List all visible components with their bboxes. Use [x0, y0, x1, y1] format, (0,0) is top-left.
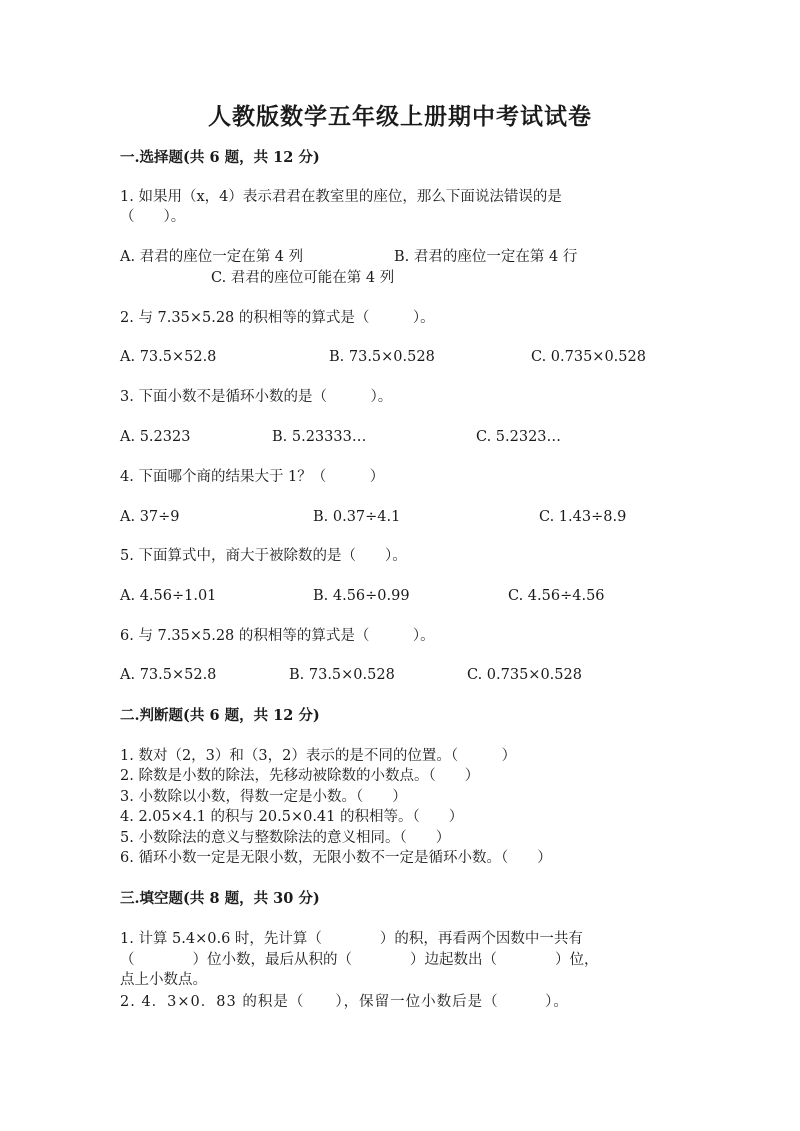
- choice-q1-stem-line1: 1. 如果用（x，4）表示君君在教室里的座位，那么下面说法错误的是: [120, 189, 562, 205]
- choice-q1-option-a: A. 君君的座位一定在第 4 列: [120, 249, 304, 265]
- choice-q5-stem: 5. 下面算式中，商大于被除数的是（ ）。: [120, 548, 407, 564]
- choice-q1-option-b: B. 君君的座位一定在第 4 行: [394, 249, 578, 265]
- fill-q1-line3: 点上小数点。: [120, 972, 207, 988]
- choice-q2-option-b: B. 73.5×0.528: [329, 349, 435, 365]
- choice-q6-option-a: A. 73.5×52.8: [120, 667, 217, 683]
- judgment-item-5: 5. 小数除法的意义与整数除法的意义相同。（ ）: [120, 830, 451, 846]
- choice-q2-stem: 2. 与 7.35×5.28 的积相等的算式是（ ）。: [120, 310, 435, 326]
- judgment-item-1: 1. 数对（2，3）和（3，2）表示的是不同的位置。（ ）: [120, 748, 517, 764]
- choice-q4-option-c: C. 1.43÷8.9: [539, 509, 627, 525]
- choice-q4-option-a: A. 37÷9: [120, 509, 180, 525]
- choice-q3-stem: 3. 下面小数不是循环小数的是（ ）。: [120, 389, 393, 405]
- judgment-item-2: 2. 除数是小数的除法，先移动被除数的小数点。（ ）: [120, 768, 480, 784]
- choice-q6-option-c: C. 0.735×0.528: [467, 667, 582, 683]
- choice-q1-option-c: C. 君君的座位可能在第 4 列: [211, 270, 395, 286]
- section-heading-judgment: 二.判断题(共 6 题，共 12 分): [120, 707, 320, 724]
- judgment-item-3: 3. 小数除以小数，得数一定是小数。（ ）: [120, 789, 407, 805]
- exam-title: 人教版数学五年级上册期中考试试卷: [208, 103, 592, 130]
- fill-q1-line2: （ ）位小数，最后从积的（ ）边起数出（ ）位，: [120, 952, 599, 968]
- choice-q5-option-a: A. 4.56÷1.01: [120, 588, 217, 604]
- judgment-item-4: 4. 2.05×4.1 的积与 20.5×0.41 的积相等。（ ）: [120, 809, 464, 825]
- choice-q3-option-a: A. 5.2323: [120, 429, 191, 445]
- choice-q3-option-b: B. 5.23333…: [272, 429, 367, 445]
- fill-q2-line1: 2. 4．3×0．83 的积是（ ），保留一位小数后是（ ）。: [120, 994, 569, 1010]
- choice-q2-option-c: C. 0.735×0.528: [531, 349, 646, 365]
- choice-q5-option-b: B. 4.56÷0.99: [313, 588, 410, 604]
- judgment-item-6: 6. 循环小数一定是无限小数，无限小数不一定是循环小数。（ ）: [120, 850, 552, 866]
- section-heading-fill: 三.填空题(共 8 题，共 30 分): [120, 890, 320, 907]
- choice-q3-option-c: C. 5.2323…: [476, 429, 562, 445]
- choice-q5-option-c: C. 4.56÷4.56: [508, 588, 605, 604]
- choice-q1-stem-line2: （ ）。: [120, 209, 186, 225]
- choice-q6-stem: 6. 与 7.35×5.28 的积相等的算式是（ ）。: [120, 628, 435, 644]
- section-heading-choice: 一.选择题(共 6 题，共 12 分): [120, 149, 320, 166]
- fill-q1-line1: 1. 计算 5.4×0.6 时，先计算（ ）的积，再看两个因数中一共有: [120, 931, 583, 947]
- choice-q4-option-b: B. 0.37÷4.1: [313, 509, 401, 525]
- choice-q6-option-b: B. 73.5×0.528: [289, 667, 395, 683]
- choice-q2-option-a: A. 73.5×52.8: [120, 349, 217, 365]
- choice-q4-stem: 4. 下面哪个商的结果大于 1？（ ）: [120, 469, 385, 485]
